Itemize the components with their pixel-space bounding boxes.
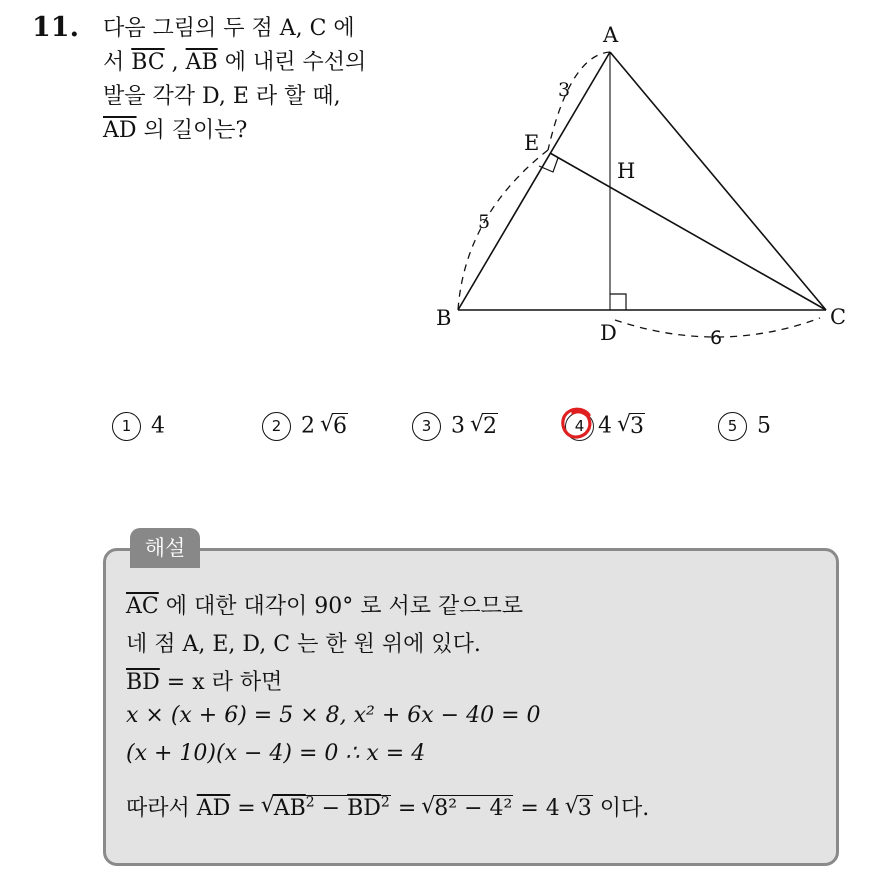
choice-4-coef: 4 [598,413,612,439]
choice-2-coef: 2 [301,413,315,439]
choice-5-mark: 5 [718,412,747,441]
question-line-3: 발을 각각 D, E 라 할 때, [103,84,341,109]
segment-ab: $\overline{AB}$ [273,796,306,821]
label-a: A [603,23,619,47]
choice-4-radicand: 3 [630,413,644,439]
solution-line-4: x × (x + 6) = 5 × 8, x² + 6x − 40 = 0 [126,703,541,728]
segment-bd: $\overline{BD}$ [347,796,381,821]
right-angle-e [539,158,558,172]
length-dc: 6 [710,327,723,349]
text: 에 내린 수선의 [217,50,367,75]
choice-1-value: 4 [151,413,165,439]
choice-4[interactable] [565,412,645,441]
text: 따라서 [126,796,197,821]
choice-1[interactable] [112,412,165,441]
solution-line-2: 네 점 A, E, D, C 는 한 원 위에 있다. [126,632,481,657]
segment-bc: $\overline{BC}$ [131,50,165,75]
choice-2-radicand: 6 [333,413,347,439]
choice-4-sqrt [619,414,645,439]
choice-5[interactable] [718,412,771,441]
exp: 2 [380,794,390,811]
text: 에 대한 대각이 90° 로 서로 같으므로 [158,594,523,619]
choice-4-mark [565,412,594,441]
side-ac [610,52,826,310]
text: 의 길이는? [136,118,248,143]
segment-ab: $\overline{AB}$ [185,50,218,75]
choice-2[interactable] [262,412,348,441]
triangle-figure [420,10,870,370]
label-h: H [617,159,636,183]
text: = 4 [513,796,560,821]
text: = [390,796,424,821]
altitude-ce [550,153,826,310]
text: = [230,796,263,821]
text: = x 라 하면 [159,670,283,695]
right-angle-d [610,294,626,310]
question-number: 11. [32,12,79,43]
solution-line-5: (x + 10)(x − 4) = 0 ∴ x = 4 [126,741,426,766]
question-line-2 [103,46,423,80]
solution-tab: 해설 [130,528,200,568]
choice-5-value: 5 [757,413,771,439]
solution-line-3 [126,665,282,696]
choice-3-radicand: 2 [483,413,497,439]
segment-ad: $\overline{AD}$ [103,118,137,143]
label-b: B [436,306,452,330]
choice-3-coef: 3 [451,413,465,439]
radicand [273,795,391,821]
solution-line-1 [126,589,523,620]
label-e: E [524,131,540,155]
solution-box [103,548,839,866]
text: , [164,50,186,75]
question-line-4 [103,114,423,148]
side-ab [458,52,610,310]
text: 이다. [592,796,650,821]
text: − [314,796,348,821]
question-text [103,12,423,148]
choice-3-mark: 3 [412,412,441,441]
choice-3[interactable] [412,412,498,441]
segment-ac: $\overline{AC}$ [126,594,159,619]
text: 서 [103,50,132,75]
choice-4-mark-digit: 4 [574,417,585,435]
length-eb: 5 [478,211,491,233]
question-line-1: 다음 그림의 두 점 A, C 에 [103,16,355,41]
choice-2-mark: 2 [262,412,291,441]
choice-2-sqrt [322,414,348,439]
segment-ad: $\overline{AD}$ [196,796,231,821]
solution-line-6 [126,791,649,822]
label-d: D [600,321,617,345]
choice-1-mark: 1 [112,412,141,441]
choice-3-sqrt [472,414,498,439]
sqrt-expression-2 [423,796,513,821]
length-ae: 3 [558,79,571,101]
label-c: C [830,305,847,329]
radicand-3: 3 [577,796,592,821]
sqrt-expression [263,795,391,821]
radicand-2: 8² − 4² [434,796,513,821]
sqrt-3 [567,796,593,821]
exp: 2 [305,794,315,811]
answer-choices [0,412,884,452]
segment-bd: $\overline{BD}$ [126,670,160,695]
